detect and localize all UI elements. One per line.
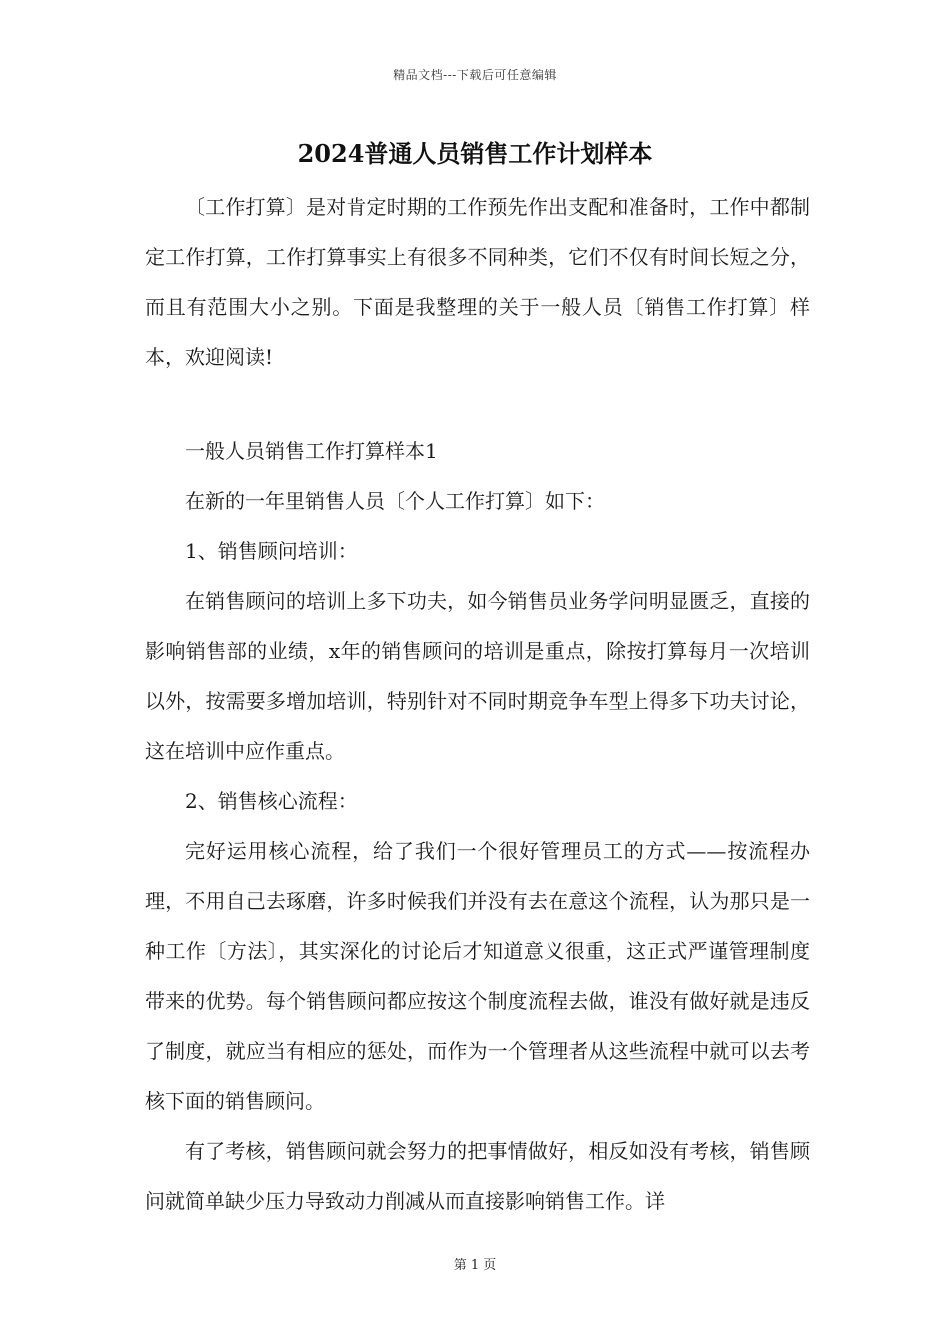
sample-heading: 一般人员销售工作打算样本1	[185, 439, 438, 463]
lead-paragraph: 在新的一年里销售人员〔个人工作打算〕如下：	[185, 489, 605, 513]
item1-paragraph: 在销售顾问的培训上多下功夫，如今销售员业务学问明显匮乏，直接的影响销售部的业绩，x年的销售顾问的培训是重点，除按打算每月一次培训以外，按需要多增加培训，特别针对不同时期竞争车型上得多下功夫讨论，这在培训中应作重点。	[145, 589, 810, 763]
header-note: 精品文档---下载后可任意编辑	[393, 68, 557, 82]
item1-heading: 1、销售顾问培训：	[185, 539, 358, 563]
item2-paragraph-2: 有了考核，销售顾问就会努力的把事情做好，相反如没有考核，销售顾问就简单缺少压力导致动力削减从而直接影响销售工作。详	[145, 1139, 810, 1213]
item2-paragraph: 完好运用核心流程，给了我们一个很好管理员工的方式——按流程办理，不用自己去琢磨，许多时候我们并没有去在意这个流程，认为那只是一种工作〔方法〕，其实深化的讨论后才知道意义很重，这正式严谨管理制度带来的优势。每个销售顾问都应按这个制度流程去做，谁没有做好就是违反了制度，就应当有相应的惩处，而作为一个管理者从这些流程中就可以去考核下面的销售顾问。	[145, 839, 810, 1113]
paragraph-gap	[145, 382, 810, 426]
document-title: 2024普通人员销售工作计划样本	[297, 139, 653, 168]
page-number: 第 1 页	[453, 1258, 497, 1273]
item2-heading: 2、销售核心流程：	[185, 789, 358, 813]
intro-paragraph: 〔工作打算〕是对肯定时期的工作预先作出支配和准备时，工作中都制定工作打算，工作打算事实上有很多不同种类，它们不仅有时间长短之分，而且有范围大小之别。下面是我整理的关于一般人员〔销售工作打算〕样本，欢迎阅读!	[145, 195, 810, 369]
document-body	[145, 182, 810, 1226]
